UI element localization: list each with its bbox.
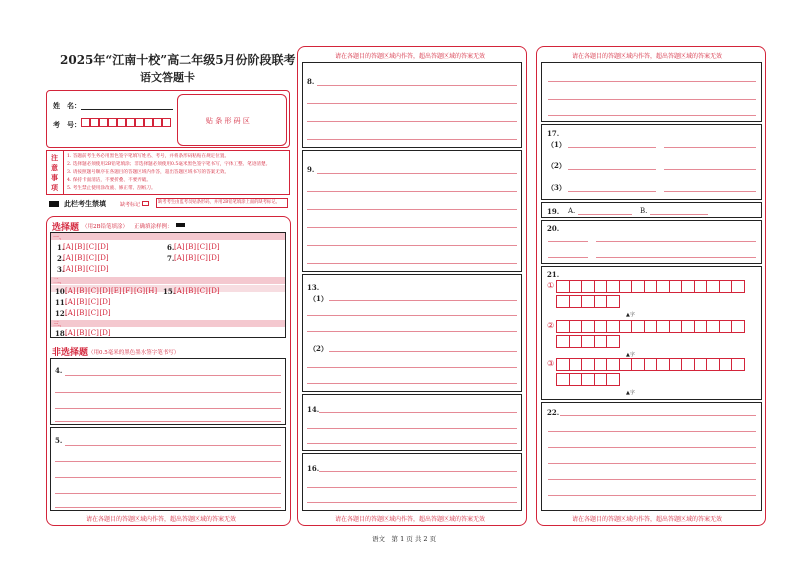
q2-number: 2. [57, 254, 65, 263]
q14-answer-box[interactable]: 14. [302, 394, 522, 451]
grid-cell[interactable] [656, 280, 670, 293]
option-bubble[interactable]: [A] [65, 287, 76, 295]
q13-answer-box[interactable]: 13. （1） （2） [302, 274, 522, 392]
option-bubble[interactable]: [C] [88, 329, 99, 337]
page-footer: 语文 第 1 页 共 2 页 [372, 535, 437, 543]
option-bubble[interactable]: [B] [185, 287, 197, 295]
notice-label: 注 意 事 项 [51, 153, 58, 192]
mc-section-1: 一、 [51, 233, 285, 240]
option-bubble[interactable]: [A] [63, 265, 74, 273]
grid-cell[interactable] [569, 373, 583, 386]
mc-title: 选择题 [52, 223, 80, 233]
option-bubble[interactable]: [A] [174, 254, 185, 262]
grid-cell[interactable] [556, 358, 570, 371]
option-bubble[interactable]: [C] [88, 309, 99, 317]
option-bubble[interactable]: [D] [97, 254, 109, 262]
grid-cell[interactable] [594, 320, 608, 333]
grid-cell[interactable] [731, 320, 745, 333]
grid-cell[interactable] [694, 280, 708, 293]
option-bubble[interactable]: [B] [185, 243, 197, 251]
q9-answer-box[interactable]: 9. [302, 150, 522, 272]
option-bubble[interactable]: [D] [99, 298, 111, 306]
option-bubble[interactable]: [B] [185, 254, 197, 262]
grid-cell[interactable] [594, 280, 608, 293]
option-bubble[interactable]: [A] [174, 243, 185, 251]
grid-cell[interactable] [569, 280, 583, 293]
q21-grid-row-4[interactable] [556, 335, 619, 348]
q21-wordmark-1: ▲字 [626, 312, 635, 318]
option-bubble[interactable]: [C] [88, 298, 99, 306]
grid-cell[interactable] [644, 320, 658, 333]
grid-cell[interactable] [556, 335, 570, 348]
grid-cell[interactable] [706, 320, 720, 333]
grid-cell[interactable] [681, 320, 695, 333]
q17-answer-box[interactable]: 17. （1） （2） （3） [541, 124, 762, 200]
q-continuation-box[interactable] [541, 62, 762, 122]
q21-grid-row-2[interactable] [556, 295, 619, 308]
grid-cell[interactable] [581, 373, 595, 386]
grid-cell[interactable] [556, 373, 570, 386]
option-bubble[interactable]: [D] [208, 243, 220, 251]
grid-cell[interactable] [631, 320, 645, 333]
q19-answer-box[interactable]: 19. A. B. [541, 202, 762, 218]
grid-cell[interactable] [556, 295, 570, 308]
q21-grid-row-1[interactable] [556, 280, 744, 293]
nonmc-title: 非选择题 [52, 348, 89, 358]
answer-sheet-title: 语文答题卡 [140, 71, 195, 84]
option-bubble[interactable]: [D] [99, 309, 111, 317]
name-field[interactable] [81, 109, 173, 110]
grid-cell[interactable] [594, 335, 608, 348]
q5-answer-box[interactable]: 5. [50, 427, 286, 511]
option-bubble[interactable]: [C] [88, 287, 99, 295]
option-bubble[interactable]: [H] [145, 287, 158, 295]
option-bubble[interactable]: [A] [65, 329, 76, 337]
grid-cell[interactable] [681, 280, 695, 293]
exam-title: 2025年“江南十校”高二年级5月份阶段联考 [60, 53, 296, 67]
col3-header-note: 请在各题目的答题区域内作答，超出答题区域的答案无效 [572, 53, 723, 60]
grid-cell[interactable] [606, 358, 620, 371]
notice-box [46, 150, 290, 195]
grid-cell[interactable] [569, 320, 583, 333]
col2-header-note: 请在各题目的答题区域内作答，超出答题区域的答案无效 [335, 53, 486, 60]
option-bubble[interactable]: [B] [76, 298, 88, 306]
option-bubble[interactable]: [D] [208, 254, 220, 262]
grid-cell[interactable] [569, 358, 583, 371]
q21-answer-box[interactable]: 21. ① ▲字 ② ▲字 ③ ▲字 [541, 266, 762, 400]
q21-grid-row-6[interactable] [556, 373, 619, 386]
q3-number: 3. [57, 265, 65, 274]
q21-grid-row-3[interactable] [556, 320, 744, 333]
mc-section-3: 三、 [51, 320, 285, 327]
grid-cell[interactable] [581, 280, 595, 293]
grid-cell[interactable] [719, 280, 733, 293]
grid-cell[interactable] [631, 358, 645, 371]
col3-footer-note: 请在各题目的答题区域内作答，超出答题区域的答案无效 [572, 516, 723, 523]
exam-id-boxes[interactable] [81, 118, 171, 127]
grid-cell[interactable] [694, 320, 708, 333]
option-bubble[interactable]: [D] [97, 265, 109, 273]
notice-items: 1. 答题前考生务必用黑色签字笔填写姓名、考号，并将条形码粘贴在规定位置。 2. 选择题必须使用2B铅笔填涂；非选择题必须使用0.5毫米黑色签字笔书写，字体工整、笔迹清楚。 3. 请按照题号顺序在各题目的答题区域内作答，超出答题区域书写的答案无效。 4. 保持卡面清洁，不要折叠、不要弄破。 5. 考生禁止使用涂改液、修正带、刮纸刀。 [67, 154, 271, 191]
option-bubble[interactable]: [C] [197, 243, 208, 251]
q21-item-1-label: ① [547, 281, 555, 290]
sample-filled-mark [176, 223, 185, 227]
option-bubble[interactable]: [B] [74, 254, 86, 262]
forbidden-desc: 缺考考生由监考员贴条形码，并用2B铅笔填涂上面的缺考标记。 [156, 198, 288, 208]
option-bubble[interactable]: [G] [134, 287, 146, 295]
option-bubble[interactable]: [A] [174, 287, 185, 295]
barcode-label: 贴 条 形 码 区 [206, 117, 250, 125]
q6-number: 6. [167, 243, 175, 252]
grid-cell[interactable] [631, 280, 645, 293]
grid-cell[interactable] [669, 280, 683, 293]
grid-cell[interactable] [656, 320, 670, 333]
q4-answer-box[interactable]: 4. [50, 358, 286, 425]
grid-cell[interactable] [719, 358, 733, 371]
mc-sample-label: 正确填涂样例： [134, 224, 173, 230]
q15-number: 15. [163, 287, 176, 296]
grid-cell[interactable] [706, 358, 720, 371]
grid-cell[interactable] [681, 358, 695, 371]
option-bubble[interactable]: [C] [86, 265, 97, 273]
option-bubble[interactable]: [A] [63, 254, 74, 262]
grid-cell[interactable] [669, 320, 683, 333]
option-bubble[interactable]: [E] [111, 287, 122, 295]
option-bubble[interactable]: [F] [122, 287, 133, 295]
grid-cell[interactable] [594, 358, 608, 371]
option-bubble[interactable]: [A] [65, 309, 76, 317]
grid-cell[interactable] [619, 320, 633, 333]
mc-hint: （用2B铅笔填涂） [82, 224, 129, 230]
q16-answer-box[interactable]: 16. [302, 453, 522, 511]
option-bubble[interactable]: [B] [74, 243, 86, 251]
forbidden-row [46, 198, 290, 212]
option-bubble[interactable]: [B] [74, 265, 86, 273]
q11-number: 11. [55, 298, 68, 307]
grid-cell[interactable] [606, 295, 620, 308]
q12-number: 12. [55, 309, 68, 318]
grid-cell[interactable] [644, 358, 658, 371]
grid-cell[interactable] [606, 335, 620, 348]
option-bubble[interactable]: [C] [197, 287, 208, 295]
student-info-box [46, 90, 290, 148]
grid-cell[interactable] [594, 295, 608, 308]
q21-item-3-label: ③ [547, 359, 555, 368]
option-bubble[interactable]: [A] [63, 243, 74, 251]
q22-answer-box[interactable]: 22. [541, 402, 762, 511]
option-bubble[interactable]: [B] [76, 287, 88, 295]
option-bubble[interactable]: [D] [97, 243, 109, 251]
option-bubble[interactable]: [C] [86, 254, 97, 262]
grid-cell[interactable] [606, 320, 620, 333]
grid-cell[interactable] [731, 358, 745, 371]
option-bubble[interactable]: [C] [86, 243, 97, 251]
option-bubble[interactable]: [D] [208, 287, 220, 295]
grid-cell[interactable] [656, 358, 670, 371]
grid-cell[interactable] [594, 373, 608, 386]
q21-item-2-label: ② [547, 321, 555, 330]
grid-cell[interactable] [706, 280, 720, 293]
grid-cell[interactable] [556, 280, 570, 293]
q18-number: 18. [55, 329, 68, 338]
q7-number: 7. [167, 254, 175, 263]
q20-answer-box[interactable]: 20. [541, 220, 762, 264]
grid-cell[interactable] [569, 295, 583, 308]
forbidden-label: 此栏考生禁填 [64, 199, 106, 208]
grid-cell[interactable] [731, 280, 745, 293]
grid-cell[interactable] [581, 358, 595, 371]
option-bubble[interactable]: [D] [99, 329, 111, 337]
q21-wordmark-3: ▲字 [626, 390, 635, 396]
nonmc-hint: （用0.5毫米的黑色墨水签字笔书写） [88, 350, 180, 356]
option-bubble[interactable]: [D] [99, 287, 111, 295]
option-bubble[interactable]: [A] [65, 298, 76, 306]
grid-cell[interactable] [581, 335, 595, 348]
grid-cell[interactable] [719, 320, 733, 333]
grid-cell[interactable] [569, 335, 583, 348]
option-bubble[interactable]: [B] [76, 329, 88, 337]
absent-mark-label: 缺考标记 [120, 202, 141, 208]
grid-cell[interactable] [619, 280, 633, 293]
name-label: 姓 名： [53, 101, 81, 110]
option-bubble[interactable]: [C] [197, 254, 208, 262]
grid-cell[interactable] [694, 358, 708, 371]
q8-answer-box[interactable]: 8. [302, 62, 522, 148]
option-bubble[interactable]: [B] [76, 309, 88, 317]
grid-cell[interactable] [619, 358, 633, 371]
q1-number: 1. [57, 243, 65, 252]
grid-cell[interactable] [581, 295, 595, 308]
grid-cell[interactable] [606, 280, 620, 293]
q21-wordmark-2: ▲字 [626, 352, 635, 358]
barcode-area [177, 94, 287, 146]
grid-cell[interactable] [644, 280, 658, 293]
q10-number: 10. [55, 287, 68, 296]
col2-footer-note: 请在各题目的答题区域内作答，超出答题区域的答案无效 [335, 516, 486, 523]
grid-cell[interactable] [669, 358, 683, 371]
grid-cell[interactable] [556, 320, 570, 333]
mc-section-2: 二、 [51, 277, 285, 284]
col1-footer-note: 请在各题目的答题区域内作答，超出答题区域的答案无效 [86, 516, 237, 523]
grid-cell[interactable] [581, 320, 595, 333]
absent-mark-box[interactable] [142, 201, 149, 206]
q21-grid-row-5[interactable] [556, 358, 744, 371]
exam-id-label: 考 号： [53, 120, 81, 129]
grid-cell[interactable] [606, 373, 620, 386]
